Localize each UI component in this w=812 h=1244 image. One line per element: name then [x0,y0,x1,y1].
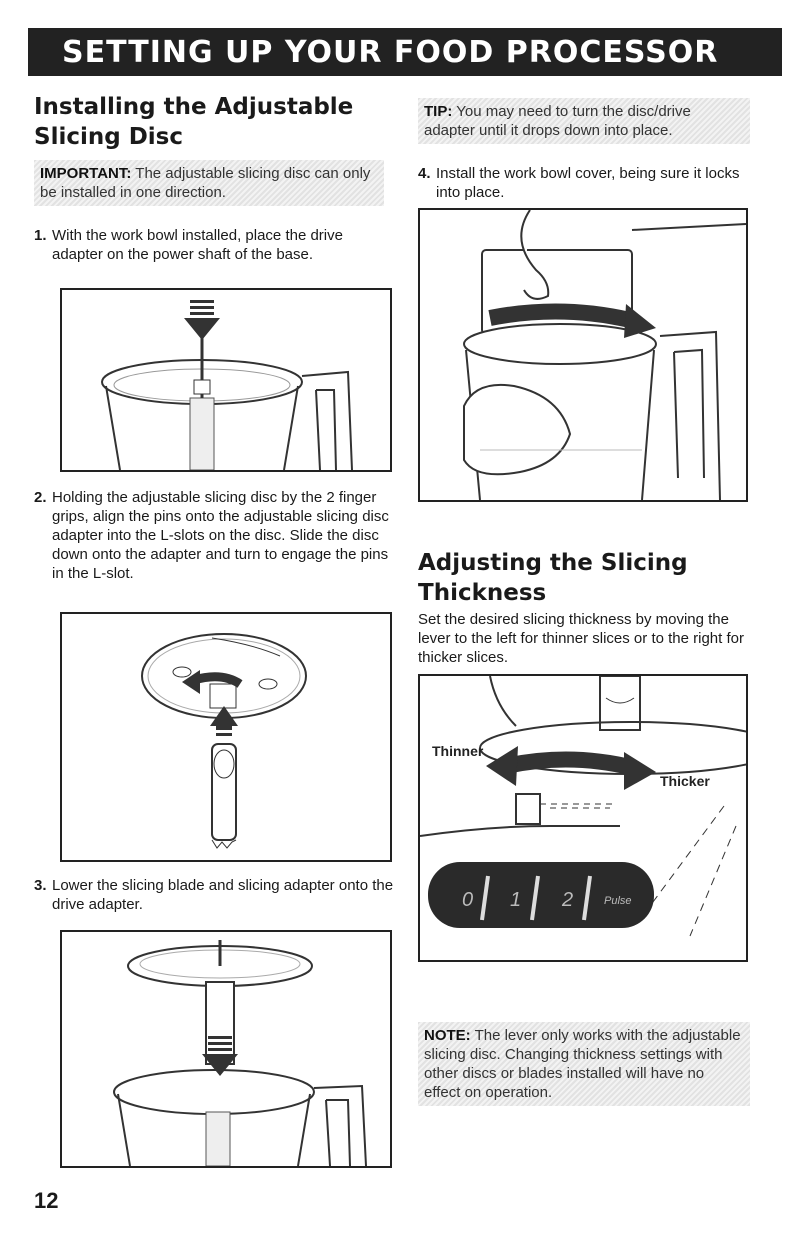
figure-install-cover [418,208,748,502]
speed-2-label[interactable]: 2 [562,889,574,911]
heading-line-2: Slicing Disc [34,124,183,150]
step-number: 2. [34,489,47,506]
step-text: Holding the adjustable slicing disc by the 2 finger grips, align the pins onto the adjustable slicing disc adapter into the L-slots on the disc. Slide the disc down onto the adapter and turn to engage the pins in the L-slot. [52,489,389,582]
step-4 [418,164,766,202]
thinner-label: Thinner [432,743,484,759]
step-2 [34,488,402,583]
step-number: 1. [34,227,47,244]
figure-disc-adapter [60,612,392,862]
important-callout [34,160,384,206]
lower-blade-illustration [62,932,390,1166]
tip-text: You may need to turn the disc/drive adapter until it drops down into place. [424,103,691,139]
tip-callout [418,98,750,144]
disc-adapter-illustration [62,614,390,860]
step-text: Lower the slicing blade and slicing adapter onto the drive adapter. [52,877,394,913]
figure-thickness-lever [418,674,748,962]
heading-line-1: Adjusting the Slicing [418,550,688,576]
important-text: The adjustable slicing disc can only be installed in one direction. [40,165,371,201]
heading-line-1: Installing the Adjustable [34,94,354,120]
heading-adjusting-thickness [418,548,688,608]
thicker-label: Thicker [660,773,710,789]
pulse-label[interactable]: Pulse [604,895,632,907]
step-3 [34,876,402,914]
step-number: 3. [34,877,47,894]
heading-line-2: Thickness [418,580,547,606]
figure-drive-adapter [60,288,392,472]
section-banner [28,28,782,76]
step-number: 4. [418,165,431,182]
thickness-lever[interactable] [516,794,540,824]
double-arrow-icon [486,746,656,790]
thickness-lever-illustration [420,676,746,960]
speed-1-label[interactable]: 1 [510,889,522,911]
step-1 [34,226,382,264]
note-callout [418,1022,750,1106]
note-label: NOTE: [424,1027,471,1044]
step-text: With the work bowl installed, place the drive adapter on the power shaft of the base. [52,227,343,263]
down-arrow-icon [184,300,220,340]
figure-lower-blade [60,930,392,1168]
install-cover-illustration [420,210,746,500]
tip-label: TIP: [424,103,453,120]
speed-0-label[interactable]: 0 [462,889,474,911]
page-number: 12 [34,1188,59,1213]
thickness-instructions: Set the desired slicing thickness by moving the lever to the left for thinner slices or to the right for thicker slices. [418,611,744,666]
bowl-drive-adapter-illustration [62,290,390,470]
section-title: SETTING UP YOUR FOOD PROCESSOR [62,34,719,70]
step-text: Install the work bowl cover, being sure it locks into place. [436,165,740,201]
important-label: IMPORTANT: [40,165,132,182]
note-text: The lever only works with the adjustable slicing disc. Changing thickness settings with other discs or blades installed will have no effect on operation. [424,1027,741,1101]
heading-installing-disc [34,92,353,152]
